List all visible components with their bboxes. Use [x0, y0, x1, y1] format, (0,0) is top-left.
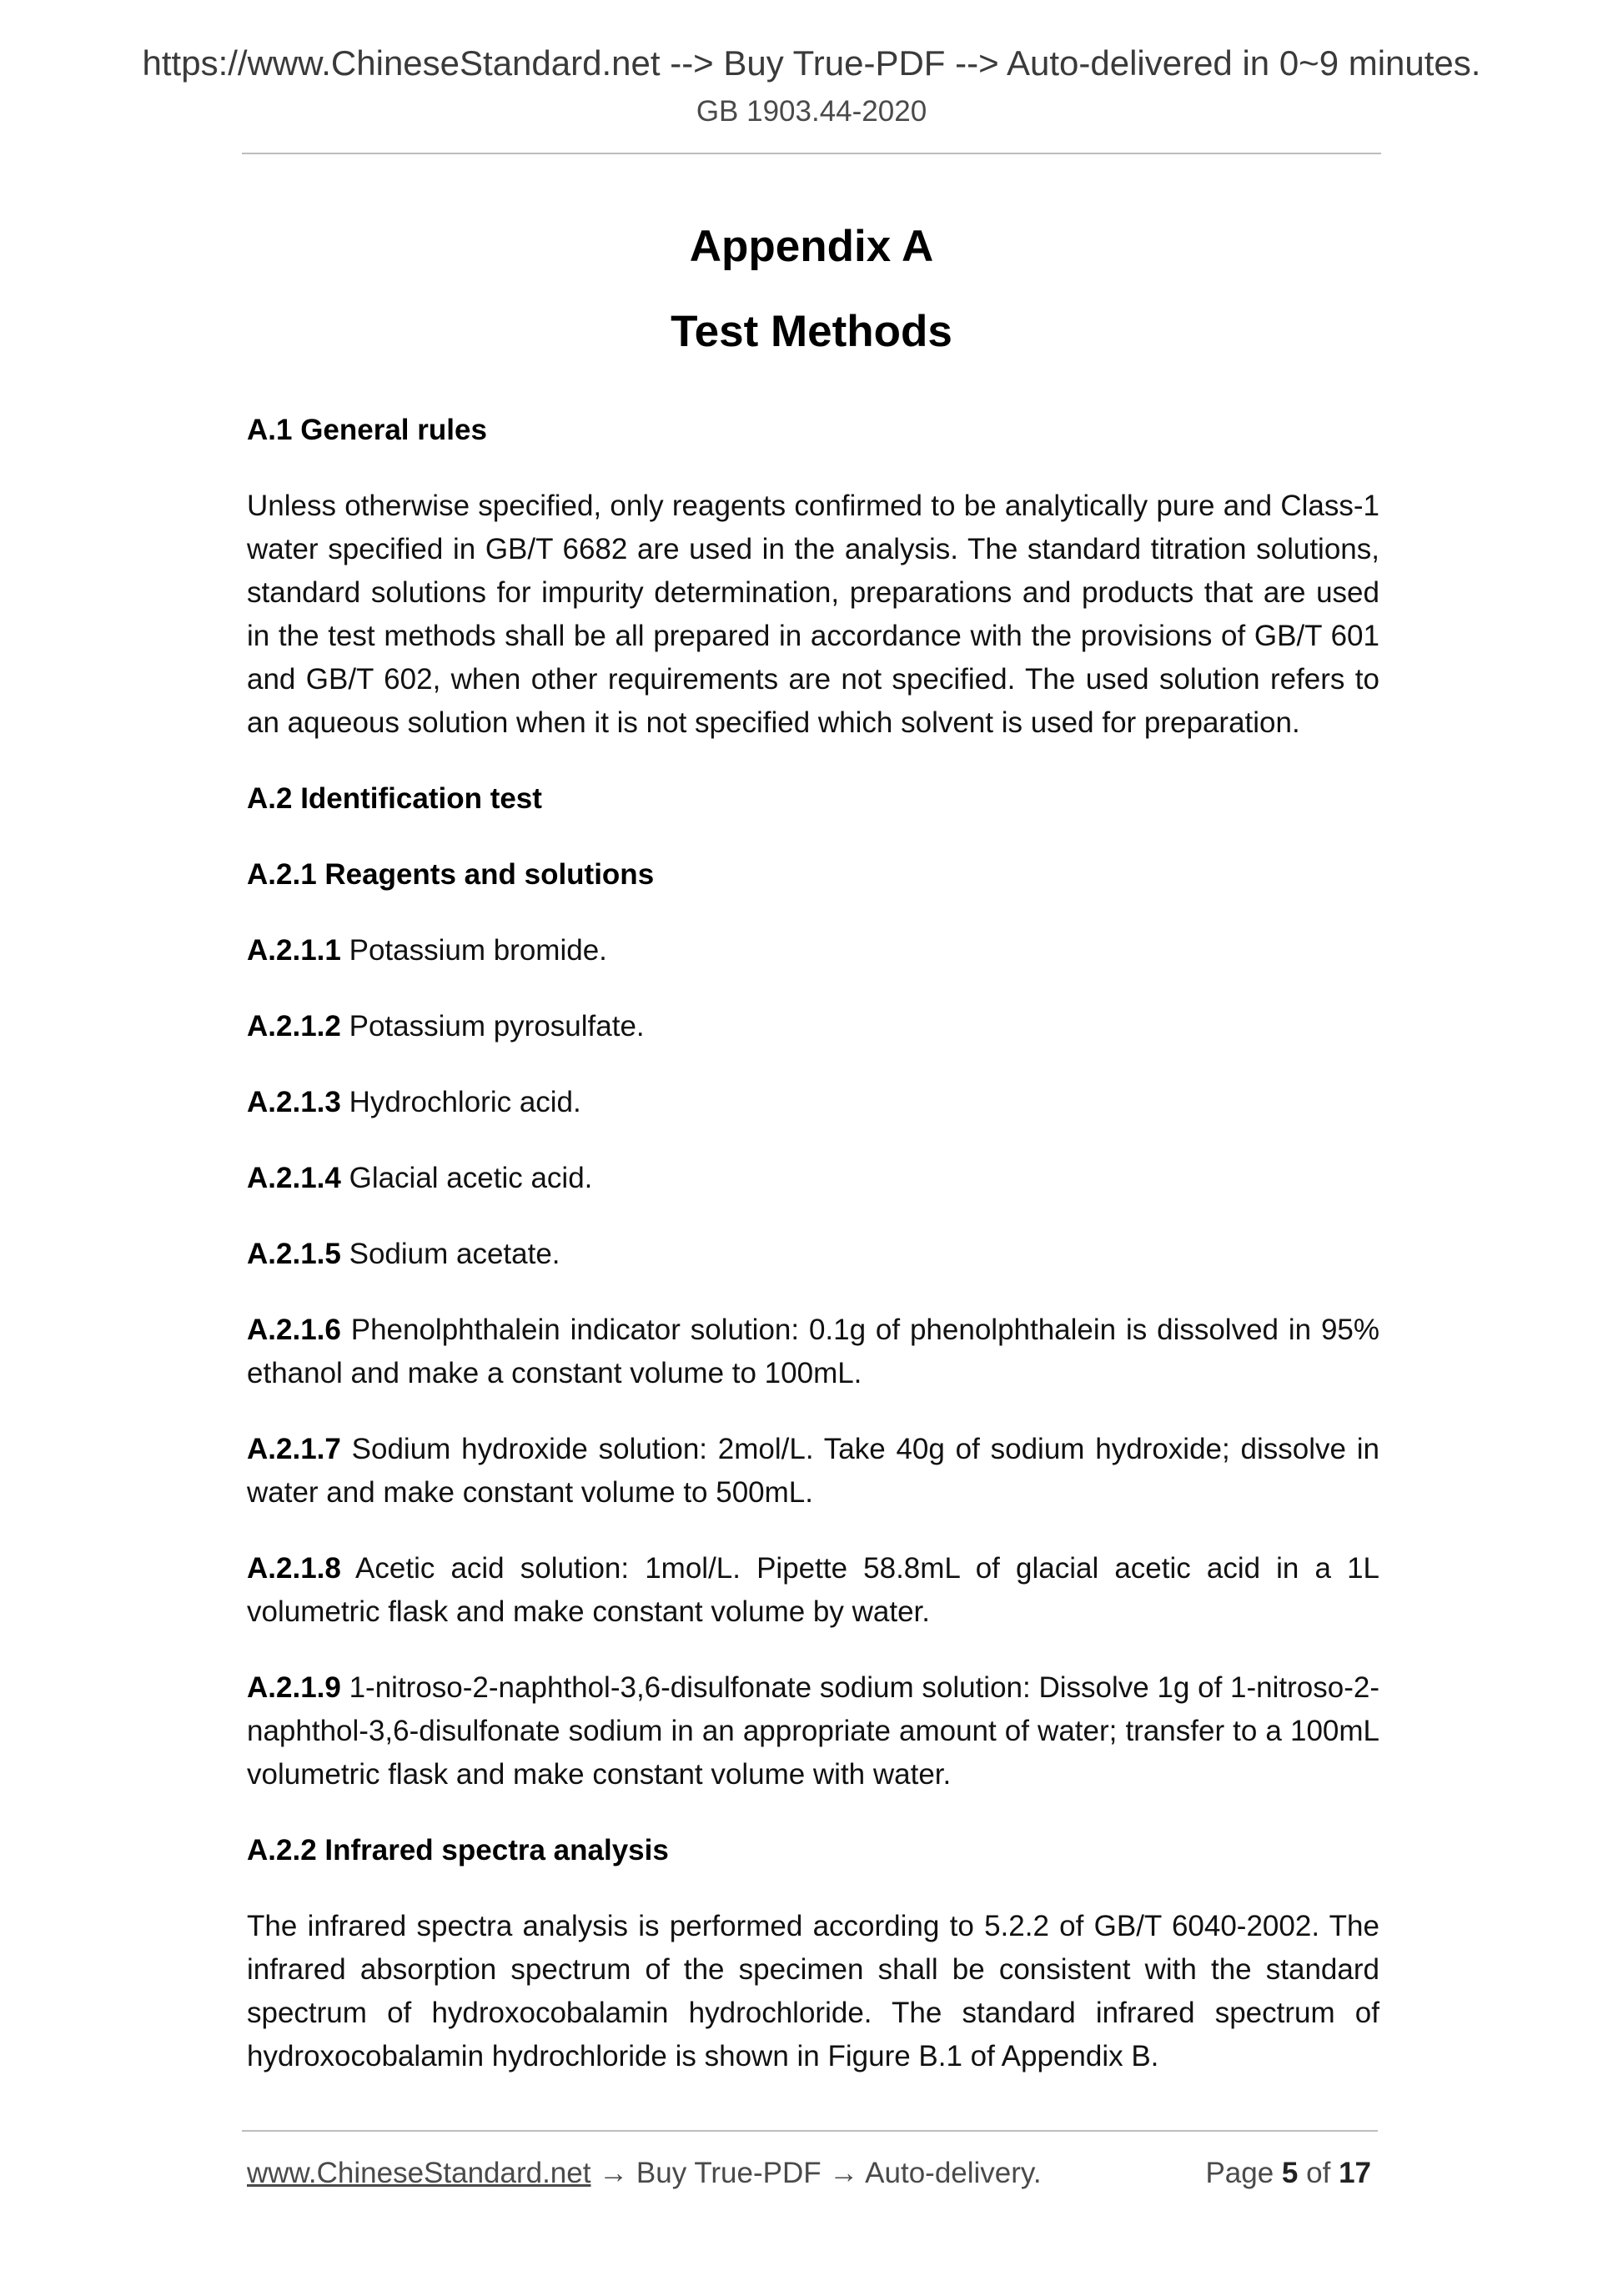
page-number: 5	[1281, 2157, 1299, 2189]
section-text-a1: Unless otherwise specified, only reagents confirmed to be analytically pure and Class-1 water specified in GB/T 6682 are used in the analysis. The standard titration solutions, standard solutions for impurity determination, preparations and products that are used in the test methods shall be all prepared in accordance with the provisions of GB/T 601 and GB/T 602, when other requirements are not specified. The used solution refers to an aqueous solution when it is not specified which solvent is used for preparation.	[247, 490, 1379, 739]
reagent-number: A.2.1.5	[247, 1238, 341, 1270]
reagent-item	[247, 1666, 1379, 1796]
reagent-item	[247, 1309, 1379, 1395]
section-text-a22: The infrared spectra analysis is performed according to 5.2.2 of GB/T 6040-2002. The infrared absorption spectrum of the specimen shall be consistent with the standard spectrum of hydroxocobalamin hydrochloride. The standard infrared spectrum of hydroxocobalamin hydrochloride is shown in Figure B.1 of Appendix B.	[247, 1910, 1379, 2072]
reagent-text: Phenolphthalein indicator solution: 0.1g of phenolphthalein is dissolved in 95% ethanol and make a constant volume to 100mL.	[247, 1314, 1379, 1389]
standard-code: GB 1903.44-2020	[696, 95, 927, 128]
page-indicator	[1205, 2157, 1371, 2190]
footer-promo	[247, 2157, 1042, 2190]
reagent-text: Glacial acetic acid.	[349, 1162, 593, 1194]
section-heading-a21: A.2.1 Reagents and solutions	[247, 858, 655, 891]
reagent-number: A.2.1.7	[247, 1433, 341, 1465]
reagent-number: A.2.1.4	[247, 1162, 341, 1194]
reagent-item	[247, 1428, 1379, 1515]
appendix-title: Appendix A	[689, 222, 934, 271]
reagent-item	[247, 929, 1379, 972]
reagent-number: A.2.1.6	[247, 1314, 341, 1346]
reagent-item	[247, 1157, 1379, 1200]
reagent-text: Acetic acid solution: 1mol/L. Pipette 58.8mL of glacial acetic acid in a 1L volumetric flask and make constant volume by water.	[247, 1552, 1379, 1628]
reagent-text: Potassium pyrosulfate.	[349, 1010, 645, 1042]
reagent-text: 1-nitroso-2-naphthol-3,6-disulfonate sodium solution: Dissolve 1g of 1-nitroso-2-naphthol-3,6-disulfonate sodium in an appropriate amount of water; transfer to a 100mL volumetric flask and make constant volume with water.	[247, 1671, 1379, 1791]
header-url-line: https://www.ChineseStandard.net --> Buy True-PDF --> Auto-delivered in 0~9 minutes.	[142, 43, 1481, 83]
section-heading-a2: A.2 Identification test	[247, 782, 542, 815]
header-divider	[242, 153, 1381, 154]
section-heading-a1: A.1 General rules	[247, 414, 487, 446]
page-total: 17	[1339, 2157, 1371, 2189]
reagent-text: Hydrochloric acid.	[349, 1086, 581, 1118]
page-word: Page	[1205, 2157, 1274, 2189]
appendix-subtitle: Test Methods	[671, 307, 952, 356]
reagent-text: Sodium acetate.	[349, 1238, 560, 1270]
footer-divider	[242, 2130, 1378, 2132]
document-body	[247, 409, 1379, 2111]
reagent-number: A.2.1.3	[247, 1086, 341, 1118]
reagent-item	[247, 1233, 1379, 1276]
footer-tagline: → Buy True-PDF → Auto-delivery.	[590, 2157, 1042, 2189]
reagent-item	[247, 1081, 1379, 1124]
reagent-number: A.2.1.9	[247, 1671, 341, 1704]
footer-website-link[interactable]: www.ChineseStandard.net	[247, 2157, 591, 2189]
reagent-number: A.2.1.8	[247, 1552, 341, 1585]
of-word: of	[1306, 2157, 1331, 2189]
reagent-text: Potassium bromide.	[349, 934, 607, 967]
reagent-number: A.2.1.2	[247, 1010, 341, 1042]
reagent-text: Sodium hydroxide solution: 2mol/L. Take 40g of sodium hydroxide; dissolve in water and make constant volume to 500mL.	[247, 1433, 1379, 1509]
reagent-item	[247, 1005, 1379, 1048]
reagent-number: A.2.1.1	[247, 934, 341, 967]
reagent-item	[247, 1547, 1379, 1634]
section-heading-a22: A.2.2 Infrared spectra analysis	[247, 1834, 669, 1866]
